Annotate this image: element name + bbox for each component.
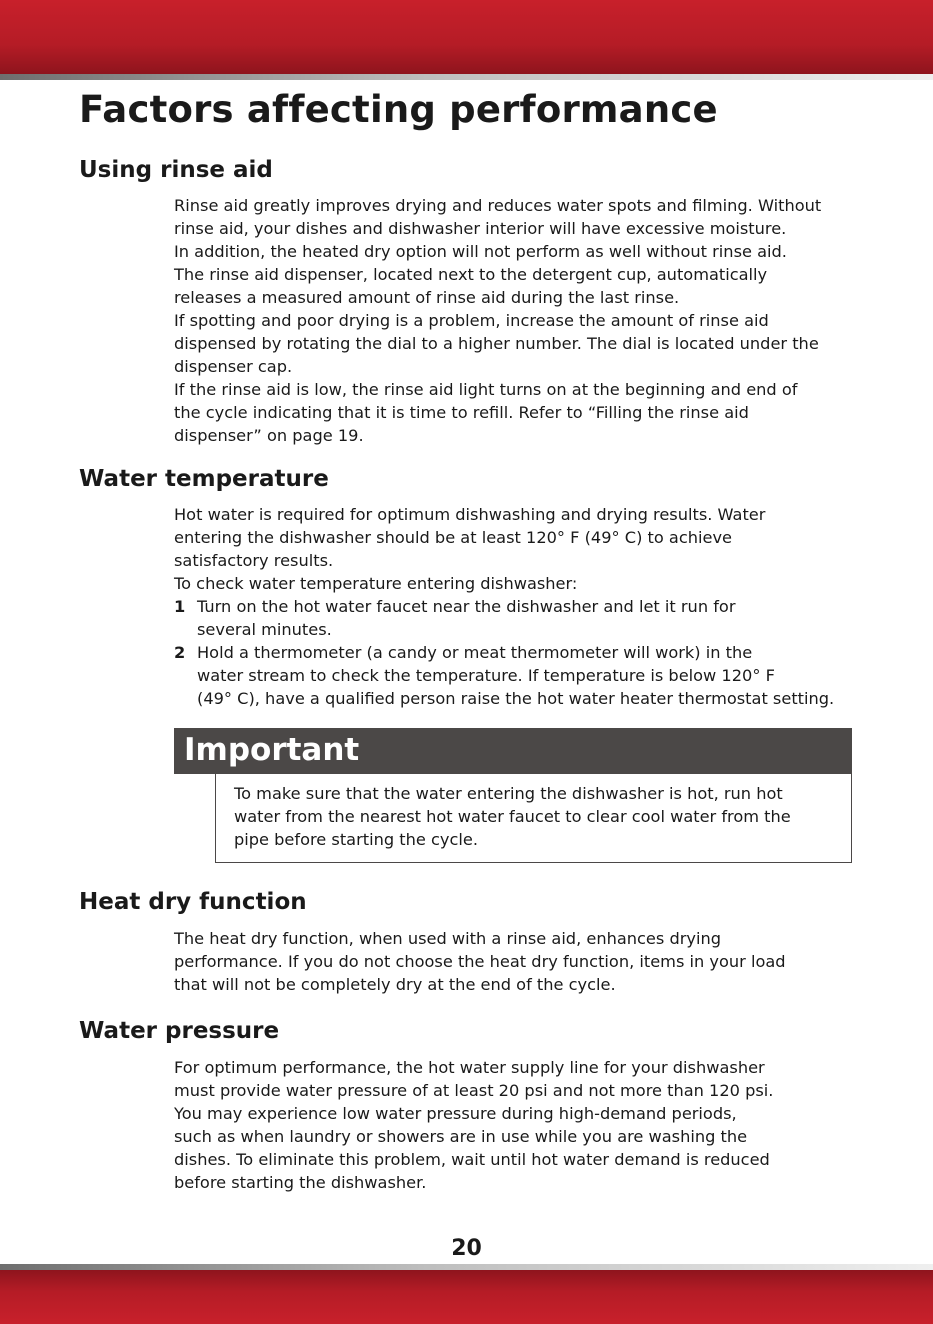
- text-line: dispenser cap.: [174, 357, 293, 376]
- rinse-aid-body: [174, 194, 864, 447]
- text-line: Turn on the hot water faucet near the dishwasher and let it run for: [197, 597, 736, 616]
- text-line: (49° C), have a qualified person raise the hot water heater thermostat setting.: [197, 689, 835, 708]
- text-line: Hot water is required for optimum dishwashing and drying results. Water: [174, 505, 766, 524]
- water-pressure-body: [174, 1056, 864, 1194]
- bottom-red-band: [0, 1270, 933, 1324]
- text-line: water stream to check the temperature. If temperature is below 120° F: [197, 666, 775, 685]
- important-callout: [174, 728, 852, 863]
- text-line: To make sure that the water entering the dishwasher is hot, run hot: [234, 784, 783, 803]
- step-item: [174, 595, 874, 641]
- text-line: The rinse aid dispenser, located next to the detergent cup, automatically: [174, 265, 768, 284]
- text-line: For optimum performance, the hot water supply line for your dishwasher: [174, 1058, 765, 1077]
- top-gray-rule: [0, 74, 933, 80]
- text-line: pipe before starting the cycle.: [234, 830, 478, 849]
- text-line: the cycle indicating that it is time to refill. Refer to “Filling the rinse aid: [174, 403, 749, 422]
- text-line: In addition, the heated dry option will not perform as well without rinse aid.: [174, 242, 787, 261]
- text-line: If the rinse aid is low, the rinse aid light turns on at the beginning and end of: [174, 380, 798, 399]
- text-line: dishes. To eliminate this problem, wait until hot water demand is reduced: [174, 1150, 770, 1169]
- important-body: [215, 774, 852, 863]
- page-title: Factors affecting performance: [79, 88, 718, 131]
- step-number: 2: [174, 643, 186, 662]
- top-red-band: [0, 0, 933, 74]
- important-title: Important: [174, 728, 852, 774]
- text-line: must provide water pressure of at least 20 psi and not more than 120 psi.: [174, 1081, 774, 1100]
- water-temperature-heading: Water temperature: [79, 466, 329, 492]
- text-line: water from the nearest hot water faucet to clear cool water from the: [234, 807, 791, 826]
- page-number: 20: [451, 1236, 482, 1261]
- text-line: releases a measured amount of rinse aid during the last rinse.: [174, 288, 680, 307]
- water-temperature-body: [174, 503, 874, 710]
- text-line: dispenser” on page 19.: [174, 426, 364, 445]
- text-line: several minutes.: [197, 620, 332, 639]
- text-line: such as when laundry or showers are in use while you are washing the: [174, 1127, 748, 1146]
- rinse-aid-heading: Using rinse aid: [79, 157, 273, 183]
- text-line: that will not be completely dry at the end of the cycle.: [174, 975, 616, 994]
- text-line: If spotting and poor drying is a problem, increase the amount of rinse aid: [174, 311, 769, 330]
- text-line: performance. If you do not choose the heat dry function, items in your load: [174, 952, 786, 971]
- text-line: You may experience low water pressure during high-demand periods,: [174, 1104, 737, 1123]
- step-item: [174, 641, 874, 710]
- water-pressure-heading: Water pressure: [79, 1018, 280, 1044]
- text-line: Rinse aid greatly improves drying and reduces water spots and filming. Without: [174, 196, 822, 215]
- text-line: Hold a thermometer (a candy or meat thermometer will work) in the: [197, 643, 753, 662]
- text-line: satisfactory results.: [174, 551, 334, 570]
- text-line: before starting the dishwasher.: [174, 1173, 427, 1192]
- heat-dry-heading: Heat dry function: [79, 889, 307, 915]
- text-line: entering the dishwasher should be at least 120° F (49° C) to achieve: [174, 528, 732, 547]
- text-line: rinse aid, your dishes and dishwasher interior will have excessive moisture.: [174, 219, 787, 238]
- text-line: The heat dry function, when used with a rinse aid, enhances drying: [174, 929, 722, 948]
- text-line: To check water temperature entering dishwasher:: [174, 574, 578, 593]
- heat-dry-body: [174, 927, 864, 996]
- step-number: 1: [174, 597, 186, 616]
- text-line: dispensed by rotating the dial to a higher number. The dial is located under the: [174, 334, 819, 353]
